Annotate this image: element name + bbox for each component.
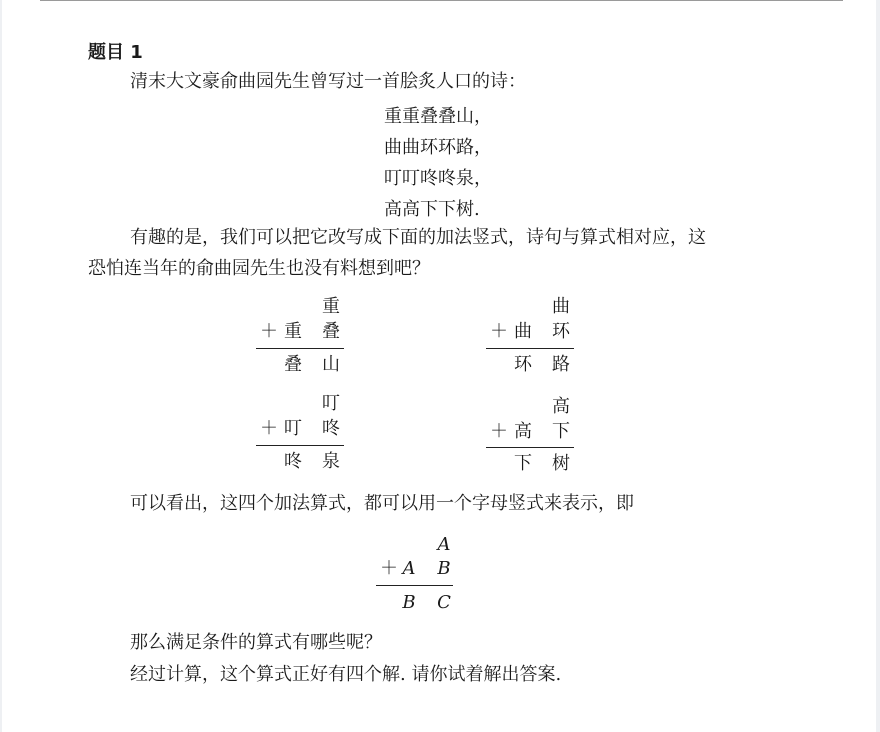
calc-left-digit: 曲 <box>514 321 532 342</box>
poem-line-2: 曲曲环环路， <box>384 137 492 158</box>
question-line: 那么满足条件的算式有哪些呢？ <box>130 632 382 653</box>
letter-top: A <box>437 534 451 555</box>
calc-result-left: 咚 <box>284 451 302 472</box>
calc-mid-digit: 叠 <box>322 321 340 342</box>
sum-line <box>376 585 453 586</box>
calc-mid-digit: 环 <box>552 321 570 342</box>
calc-left-digit: 高 <box>514 421 532 442</box>
calc-mid-digit: 咚 <box>322 418 340 439</box>
calc-result-left: 环 <box>514 354 532 375</box>
letter-result-right: C <box>437 592 451 613</box>
sum-line <box>256 445 344 446</box>
calc-result-left: 叠 <box>284 354 302 375</box>
calc-result-right: 树 <box>552 453 570 474</box>
letter-mid: B <box>437 558 451 579</box>
closing-line: 经过计算，这个算式正好有四个解. 请你试着解出答案. <box>130 664 562 685</box>
plus-sign: ＋ <box>380 558 398 579</box>
intro-line: 清末大文豪俞曲园先生曾写过一首脍炙人口的诗： <box>130 71 526 92</box>
paragraph-1-line-2: 恐怕连当年的俞曲园先生也没有料想到吧？ <box>88 258 430 279</box>
calc-left-digit: 叮 <box>284 418 302 439</box>
calc-top-digit: 曲 <box>552 296 570 317</box>
sum-line <box>486 447 574 448</box>
poem-line-1: 重重叠叠山， <box>384 106 492 127</box>
calc-top-digit: 重 <box>322 296 340 317</box>
page-right-edge <box>876 0 880 732</box>
sum-line <box>486 348 574 349</box>
calc-result-right: 泉 <box>322 451 340 472</box>
calc-left-digit: 重 <box>284 321 302 342</box>
calc-result-right: 山 <box>322 354 340 375</box>
page-left-edge <box>0 0 2 732</box>
top-divider <box>40 0 843 1</box>
plus-sign: ＋ <box>490 421 508 442</box>
plus-sign: ＋ <box>490 321 508 342</box>
letter-left: A <box>402 558 416 579</box>
plus-sign: ＋ <box>260 321 278 342</box>
paragraph-1-line-1: 有趣的是，我们可以把它改写成下面的加法竖式，诗句与算式相对应，这 <box>130 227 706 248</box>
paragraph-2: 可以看出，这四个加法算式，都可以用一个字母竖式来表示，即 <box>130 493 634 514</box>
calc-mid-digit: 下 <box>552 421 570 442</box>
plus-sign: ＋ <box>260 418 278 439</box>
calc-top-digit: 叮 <box>322 393 340 414</box>
poem-line-4: 高高下下树. <box>384 199 480 220</box>
problem-title: 题目 1 <box>88 42 143 63</box>
sum-line <box>256 348 344 349</box>
poem-line-3: 叮叮咚咚泉， <box>384 168 492 189</box>
calc-top-digit: 高 <box>552 396 570 417</box>
calc-result-left: 下 <box>514 453 532 474</box>
calc-result-right: 路 <box>552 354 570 375</box>
letter-result-left: B <box>402 592 416 613</box>
poem <box>384 101 492 225</box>
